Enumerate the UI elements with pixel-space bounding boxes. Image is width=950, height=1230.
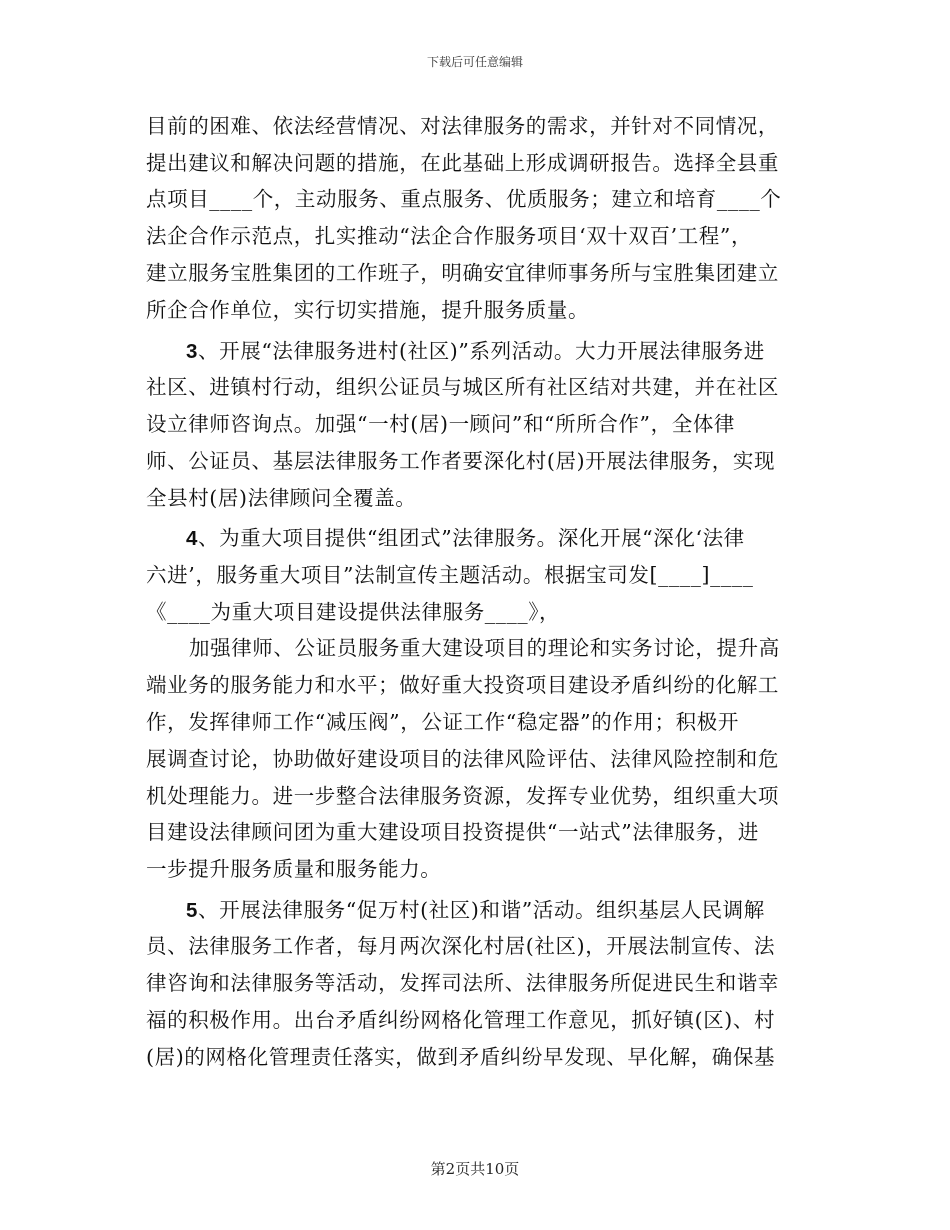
paragraph-line: 设立律师咨询点。加强“一村(居)一顾问”和“所所合作”，全体律 bbox=[146, 412, 736, 436]
numbered-paragraph-first-line bbox=[186, 896, 765, 925]
paragraph-line: 建立服务宝胜集团的工作班子，明确安宜律师事务所与宝胜集团建立 bbox=[146, 261, 779, 285]
paragraph-line: 福的积极作用。出台矛盾纠纷网格化管理工作意见，抓好镇(区)、村 bbox=[146, 1008, 776, 1032]
paragraph-line: 点项目____个，主动服务、重点服务、优质服务；建立和培育____个 bbox=[146, 187, 782, 211]
page-header: 下载后可任意编辑 bbox=[426, 55, 523, 69]
item-number: 5 bbox=[186, 899, 199, 922]
paragraph-line: 全县村(居)法律顾问全覆盖。 bbox=[146, 486, 417, 510]
paragraph-line: 端业务的服务能力和水平；做好重大投资项目建设矛盾纠纷的化解工 bbox=[146, 673, 779, 697]
paragraph-line: 社区、进镇村行动，组织公证员与城区所有社区结对共建，并在社区 bbox=[146, 375, 779, 399]
item-number: 3 bbox=[186, 340, 199, 363]
paragraph-line: 提出建议和解决问题的措施，在此基础上形成调研报告。选择全县重 bbox=[146, 151, 779, 175]
paragraph-line: 机处理能力。进一步整合法律服务资源，发挥专业优势，组织重大项 bbox=[146, 784, 779, 808]
paragraph-line: 《____为重大项目建设提供法律服务____》， bbox=[146, 600, 561, 624]
item-number: 4 bbox=[186, 527, 199, 550]
paragraph-line: 师、公证员、基层法律服务工作者要深化村(居)开展法律服务，实现 bbox=[146, 449, 776, 473]
paragraph-line: 、开展法律服务“促万村(社区)和谐”活动。组织基层人民调解 bbox=[198, 898, 765, 922]
page-footer: 第2页共10页 bbox=[430, 1160, 520, 1178]
numbered-paragraph-first-line bbox=[186, 337, 765, 366]
paragraph-line: 作，发挥律师工作“减压阀”，公证工作“稳定器”的作用；积极开 bbox=[146, 710, 739, 734]
paragraph-line: 展调查讨论，协助做好建设项目的法律风险评估、法律风险控制和危 bbox=[146, 747, 779, 771]
paragraph-line: 目建设法律顾问团为重大建设项目投资提供“一站式”法律服务，进 bbox=[146, 820, 759, 844]
paragraph-line: 一步提升服务质量和服务能力。 bbox=[146, 857, 442, 881]
paragraph-line: 法企合作示范点，扎实推动“法企合作服务项目‘双十双百’工程”， bbox=[146, 224, 753, 248]
paragraph-line: 六进’，服务重大项目”法制宣传主题活动。根据宝司发[____]____ bbox=[146, 563, 754, 587]
paragraph-line: 员、法律服务工作者，每月两次深化村居(社区)，开展法制宣传、法 bbox=[146, 934, 776, 958]
paragraph-line: 律咨询和法律服务等活动，发挥司法所、法律服务所促进民生和谐幸 bbox=[146, 971, 779, 995]
paragraph-line: 、为重大项目提供“组团式”法律服务。深化开展“深化‘法律 bbox=[198, 526, 745, 550]
paragraph-line: 加强律师、公证员服务重大建设项目的理论和实务讨论，提升高 bbox=[189, 636, 780, 660]
paragraph-line: (居)的网格化管理责任落实，做到矛盾纠纷早发现、早化解，确保基 bbox=[146, 1045, 776, 1069]
paragraph-line: 目前的困难、依法经营情况、对法律服务的需求，并针对不同情况， bbox=[146, 114, 779, 138]
paragraph-line: 、开展“法律服务进村(社区)”系列活动。大力开展法律服务进 bbox=[198, 339, 765, 363]
paragraph-line: 所企合作单位，实行切实措施，提升服务质量。 bbox=[146, 298, 590, 322]
numbered-paragraph-first-line bbox=[186, 524, 745, 553]
